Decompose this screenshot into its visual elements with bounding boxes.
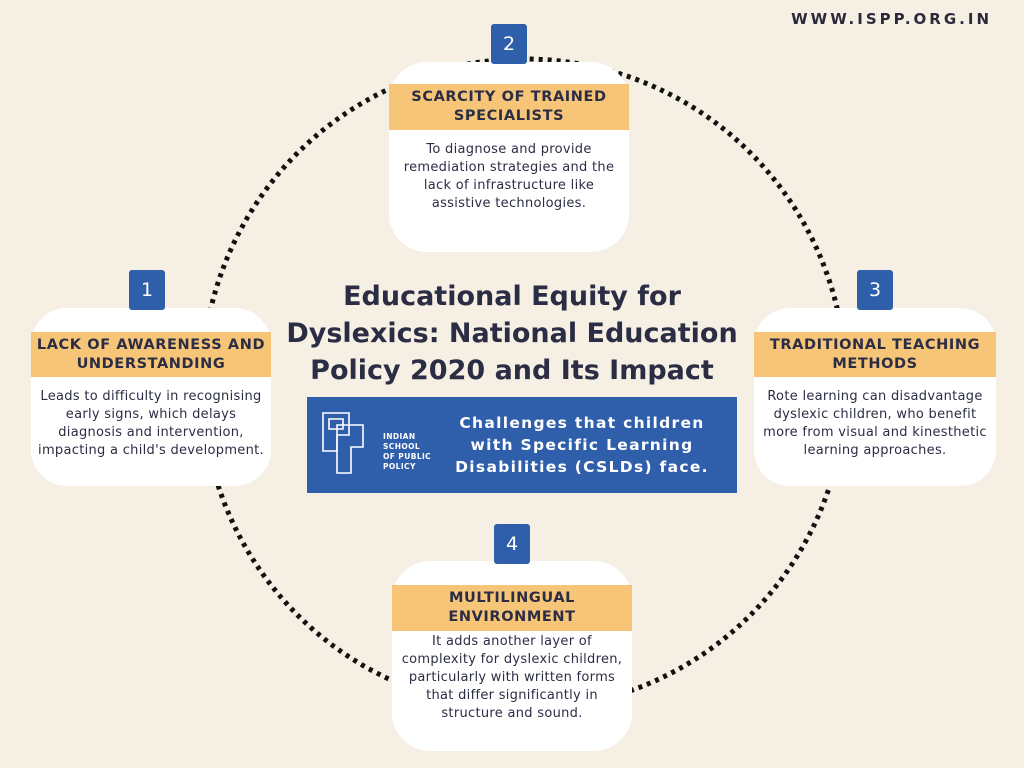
challenge-heading: LACK OF AWARENESS AND UNDERSTANDING [31,332,271,377]
page-title: Educational Equity for Dyslexics: National Education Policy 2020 and Its Impact [286,281,738,386]
challenge-description: Rote learning can disadvantage dyslexic children, who benefit more from visual and kinesthetic learning approaches. [763,389,987,458]
step-number-badge: 3 [857,270,893,310]
challenge-description: To diagnose and provide remediation strategies and the lack of infrastructure like assistive technologies. [403,142,615,211]
website-url: WWW.ISPP.ORG.IN [791,10,992,28]
ispp-logo-icon [321,411,365,475]
challenge-card-1 [31,308,271,486]
step-number-badge: 1 [129,270,165,310]
challenge-description: Leads to difficulty in recognising early signs, which delays diagnosis and intervention, impacting a child's development. [38,389,264,458]
challenge-heading: TRADITIONAL TEACHING METHODS [754,332,996,377]
challenge-card-4 [392,561,632,751]
challenge-description: It adds another layer of complexity for dyslexic children, particularly with written forms that differ significantly in structure and sound. [401,634,623,721]
challenges-banner [307,397,737,493]
challenge-card-2 [389,62,629,252]
step-number-badge: 2 [491,24,527,64]
challenge-heading: MULTILINGUAL ENVIRONMENT [392,585,632,631]
step-number-badge: 4 [494,524,530,564]
ispp-logo-text: INDIAN SCHOOL OF PUBLIC POLICY [383,432,432,471]
challenge-heading: SCARCITY OF TRAINED SPECIALISTS [389,84,629,130]
banner-text: Challenges that children with Specific Learning Disabilities (CSLDs) face. [455,414,709,476]
challenge-card-3 [754,308,996,486]
